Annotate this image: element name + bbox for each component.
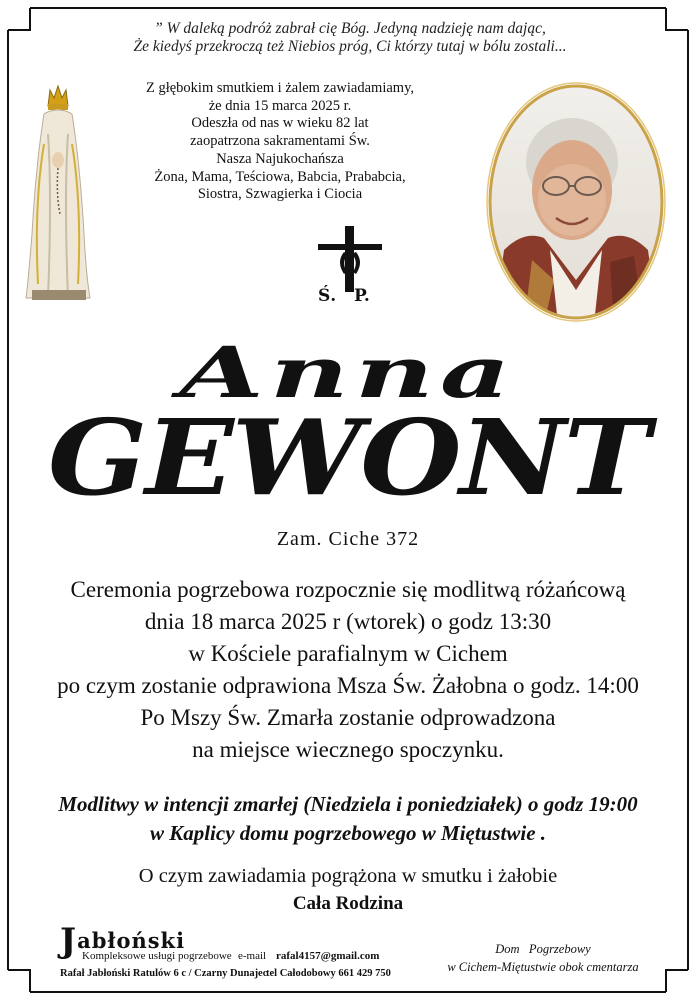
- company-tagline: Kompleksowe usługi pogrzebowe: [82, 950, 232, 962]
- deceased-last-name: GEWONT: [47, 396, 649, 519]
- cross-initials: Ś. P.: [318, 286, 370, 306]
- quote-line-2: Że kiedyś przekroczą też Niebios próg, Ci którzy tutaj w bólu zostali...: [133, 38, 567, 55]
- announcement-line: że dnia 15 marca 2025 r.: [208, 97, 352, 114]
- ceremony-line: na miejsce wiecznego spoczynku.: [192, 737, 504, 762]
- madonna-statue-image: [18, 84, 96, 302]
- announcement-text: [110, 80, 450, 204]
- announcement-line: zaopatrzona sakramentami Św.: [190, 133, 370, 150]
- announcement-line: Siostra, Szwagierka i Ciocia: [197, 186, 363, 203]
- ceremony-line: Po Mszy Św. Zmarła zostanie odprowadzona: [140, 705, 556, 730]
- deceased-address: Zam. Ciche 372: [276, 528, 420, 550]
- opening-quote: [40, 20, 660, 56]
- prayers-line: w Kaplicy domu pogrzebowego w Miętustwie .: [149, 821, 547, 845]
- ceremony-details: [10, 574, 686, 766]
- ceremony-line: dnia 18 marca 2025 r (wtorek) o godz 13:30: [144, 609, 552, 634]
- company-phone: tel Całodobowy 661 429 750: [266, 968, 391, 979]
- ceremony-line: w Kościele parafialnym w Cichem: [188, 641, 508, 666]
- closing-line: O czym zawiadamia pogrążona w smutku i żałobie: [138, 865, 558, 887]
- portrait-photo: [484, 80, 668, 324]
- prayers-notice: [10, 790, 686, 848]
- company-name-rest: abłoński: [77, 928, 186, 953]
- funeral-home-line-2: w Cichem-Miętustwie obok cmentarza: [447, 960, 639, 974]
- announcement-line: Żona, Mama, Teściowa, Babcia, Prababcia,: [154, 168, 406, 185]
- company-name-initial: J: [60, 921, 78, 961]
- funeral-home-info: [428, 940, 658, 976]
- announcement-line: Odeszła od nas w wieku 82 lat: [191, 115, 369, 132]
- company-address: Rafał Jabłoński Ratulów 6 c / Czarny Dunajec: [60, 968, 268, 979]
- quote-line-1: ” W daleką podróż zabrał cię Bóg. Jedyną nadzieję nam dając,: [154, 20, 546, 37]
- ceremony-line: Ceremonia pogrzebowa rozpocznie się modlitwą różańcową: [70, 577, 626, 602]
- company-email-label: e-mail: [238, 950, 267, 962]
- announcement-line: Nasza Najukochańsza: [216, 150, 344, 167]
- announcement-line: Z głębokim smutkiem i żalem zawiadamiamy,: [145, 80, 415, 96]
- deceased-first-name: Anna: [179, 331, 517, 414]
- ceremony-line: po czym zostanie odprawiona Msza Św. Żałobna o godz. 14:00: [57, 673, 639, 698]
- prayers-line: Modlitwy w intencji zmarłej (Niedziela i poniedziałek) o godz 19:00: [58, 792, 638, 816]
- company-email: rafal4157@gmail.com: [276, 950, 380, 962]
- family-signature: Cała Rodzina: [292, 893, 404, 914]
- closing-text: [0, 862, 696, 918]
- funeral-home-line-1: Dom Pogrzebowy: [495, 942, 591, 956]
